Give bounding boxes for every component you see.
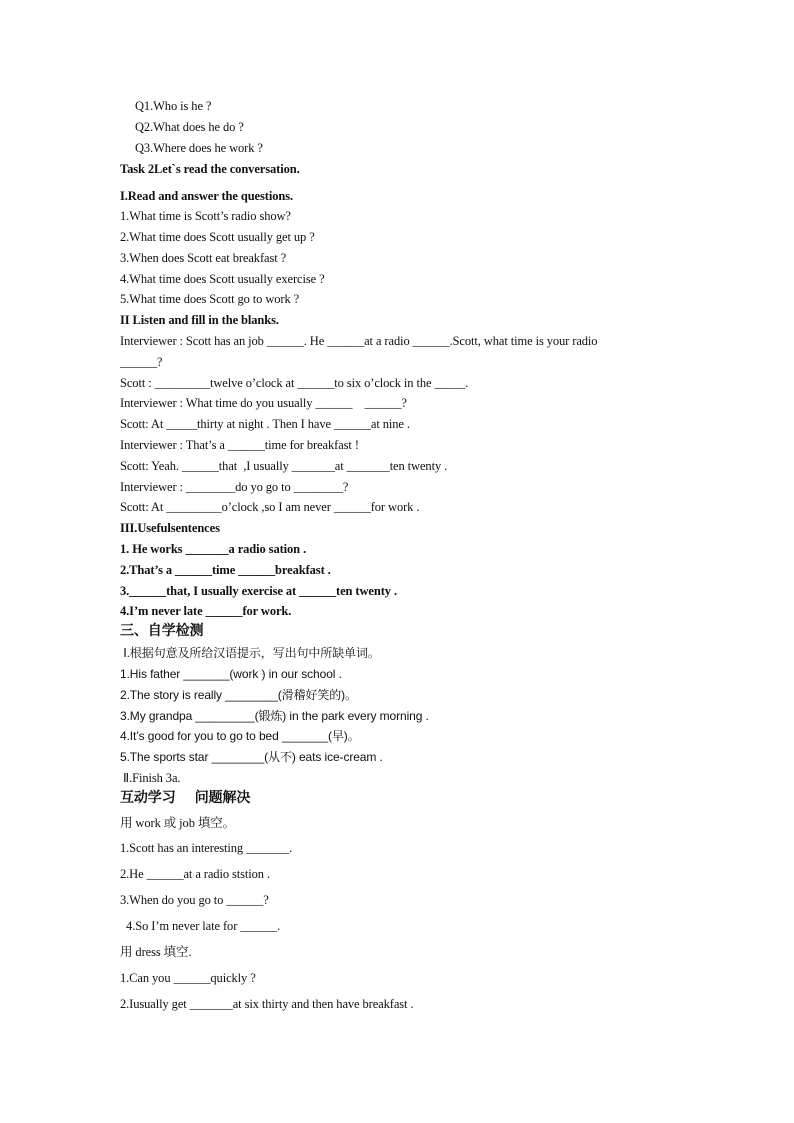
self-check-item-2: 2.The story is really ________(滑稽好笑的)。 [120, 688, 357, 702]
useful-sentence-4: 4.I’m never late ______for work. [120, 604, 292, 618]
dialogue-line-9: Scott: At _________o’clock ,so I am never ______for work . [120, 500, 420, 514]
self-check-part2-title: Ⅱ.Finish 3a. [120, 771, 181, 785]
dialogue-line-2: ______? [120, 355, 163, 369]
self-check-part1-title: Ⅰ.根据句意及所给汉语提示，写出句中所缺单词。 [120, 646, 380, 660]
pre-question-3: Q3.Where does he work ? [135, 141, 263, 155]
part1-question-1: 1.What time is Scott’s radio show? [120, 209, 291, 223]
self-check-title: 三、自学检测 [120, 623, 204, 639]
interactive-title: 互动学习 问题解决 [120, 790, 251, 806]
pre-question-2: Q2.What does he do ? [135, 120, 244, 134]
useful-sentence-2: 2.That’s a ______time ______breakfast . [120, 563, 331, 577]
dialogue-line-4: Interviewer : What time do you usually ______ ______? [120, 396, 407, 410]
work-job-item-2: 2.He ______at a radio ststion . [120, 867, 271, 881]
dialogue-line-1: Interviewer : Scott has an job ______. He ______at a radio ______.Scott, what time is your radio [120, 334, 598, 348]
work-job-item-4: 4.So I’m never late for ______. [120, 919, 281, 933]
useful-sentence-1: 1. He works _______a radio sation . [120, 542, 307, 556]
work-job-item-1: 1.Scott has an interesting _______. [120, 841, 293, 855]
work-job-instruction: 用 work 或 job 填空。 [120, 816, 236, 830]
self-check-item-5: 5.The sports star ________(从不) eats ice-cream . [120, 750, 383, 764]
pre-question-1: Q1.Who is he ? [135, 99, 212, 113]
part1-question-4: 4.What time does Scott usually exercise ? [120, 272, 325, 286]
self-check-item-4: 4.It’s good for you to go to bed _______(早)。 [120, 729, 360, 743]
task2-title: Task 2Let`s read the conversation. [120, 162, 300, 176]
part3-title: III.Usefulsentences [120, 521, 220, 535]
dress-item-2: 2.Iusually get _______at six thirty and then have breakfast . [120, 997, 414, 1011]
useful-sentence-3: 3.______that, I usually exercise at ______ten twenty . [120, 584, 397, 598]
self-check-item-1: 1.His father _______(work ) in our school . [120, 667, 342, 681]
self-check-item-3: 3.My grandpa _________(锻炼) in the park every morning . [120, 709, 429, 723]
part1-question-2: 2.What time does Scott usually get up ? [120, 230, 315, 244]
dialogue-line-6: Interviewer : That’s a ______time for breakfast ! [120, 438, 359, 452]
part1-question-3: 3.When does Scott eat breakfast ? [120, 251, 287, 265]
work-job-item-3: 3.When do you go to ______? [120, 893, 269, 907]
dress-item-1: 1.Can you ______quickly ? [120, 971, 256, 985]
dialogue-line-8: Interviewer : ________do yo go to ________? [120, 480, 349, 494]
dress-instruction: 用 dress 填空. [120, 945, 192, 959]
part1-question-5: 5.What time does Scott go to work ? [120, 292, 300, 306]
dialogue-line-5: Scott: At _____thirty at night . Then I have ______at nine . [120, 417, 410, 431]
dialogue-line-3: Scott : _________twelve o’clock at ______to six o’clock in the _____. [120, 376, 469, 390]
part1-title: I.Read and answer the questions. [120, 189, 293, 203]
part2-title: II Listen and fill in the blanks. [120, 313, 279, 327]
dialogue-line-7: Scott: Yeah. ______that ,I usually _______at _______ten twenty . [120, 459, 448, 473]
